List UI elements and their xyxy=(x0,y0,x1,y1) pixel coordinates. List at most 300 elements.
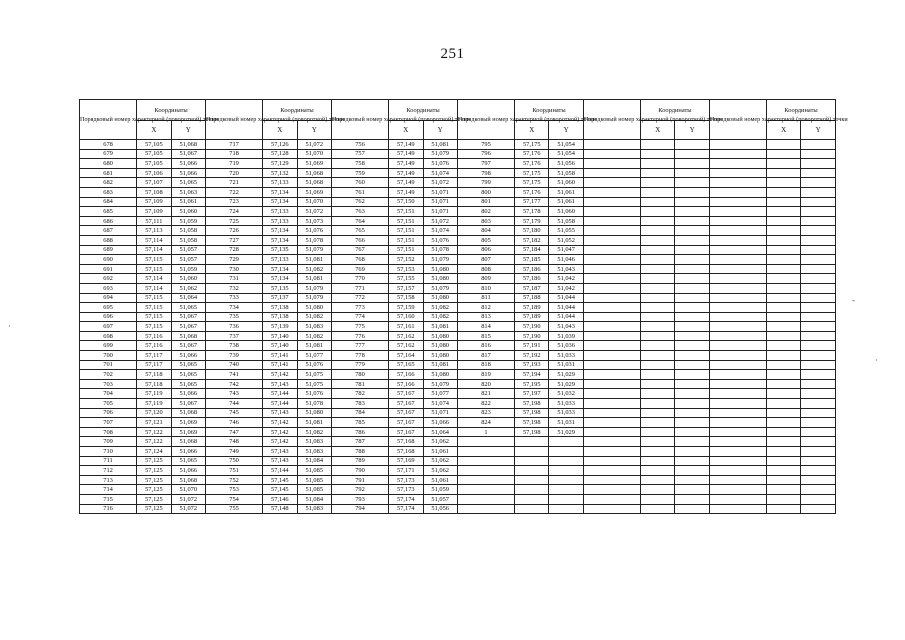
point-number-cell xyxy=(709,360,766,370)
y-coordinate-cell: 51,058 xyxy=(171,226,205,236)
y-coordinate-cell xyxy=(675,447,709,457)
y-coordinate-cell xyxy=(675,274,709,284)
x-coordinate-cell: 57,152 xyxy=(389,255,423,265)
y-coordinate-cell: 51,057 xyxy=(171,255,205,265)
x-coordinate-cell xyxy=(641,466,675,476)
point-number-cell xyxy=(583,178,640,188)
x-coordinate-cell: 57,168 xyxy=(389,447,423,457)
x-coordinate-cell xyxy=(767,293,801,303)
x-coordinate-cell: 57,188 xyxy=(515,293,549,303)
x-coordinate-cell: 57,114 xyxy=(137,235,171,245)
y-coordinate-cell xyxy=(801,475,836,485)
point-number-cell: 684 xyxy=(80,197,137,207)
x-coordinate-cell: 57,126 xyxy=(263,140,297,150)
x-coordinate-cell: 57,150 xyxy=(389,197,423,207)
point-number-cell xyxy=(457,485,514,495)
table-row xyxy=(80,466,836,476)
y-coordinate-cell: 51,044 xyxy=(549,312,583,322)
y-coordinate-cell xyxy=(801,494,836,504)
point-number-cell: 793 xyxy=(331,494,388,504)
point-number-cell: 687 xyxy=(80,226,137,236)
point-number-cell xyxy=(709,466,766,476)
point-number-cell: 725 xyxy=(205,216,262,226)
x-coordinate-cell xyxy=(767,149,801,159)
y-coordinate-cell: 51,066 xyxy=(171,168,205,178)
point-number-cell: 824 xyxy=(457,418,514,428)
x-coordinate-cell xyxy=(641,399,675,409)
point-number-cell xyxy=(709,312,766,322)
y-coordinate-cell xyxy=(675,245,709,255)
point-number-cell: 756 xyxy=(331,140,388,150)
x-coordinate-cell xyxy=(767,264,801,274)
y-coordinate-cell: 51,033 xyxy=(549,351,583,361)
table-row xyxy=(80,293,836,303)
y-coordinate-cell: 51,080 xyxy=(423,293,457,303)
x-coordinate-cell: 57,134 xyxy=(263,197,297,207)
header-x: X xyxy=(263,121,297,140)
y-coordinate-cell: 51,058 xyxy=(171,235,205,245)
x-coordinate-cell: 57,180 xyxy=(515,226,549,236)
point-number-cell xyxy=(457,466,514,476)
point-number-cell: 767 xyxy=(331,245,388,255)
x-coordinate-cell: 57,133 xyxy=(263,207,297,217)
y-coordinate-cell: 51,032 xyxy=(549,389,583,399)
scan-mark: · xyxy=(875,356,878,365)
x-coordinate-cell: 57,134 xyxy=(263,187,297,197)
y-coordinate-cell: 51,080 xyxy=(297,408,331,418)
point-number-cell: 806 xyxy=(457,245,514,255)
point-number-cell: 819 xyxy=(457,370,514,380)
point-number-cell xyxy=(457,456,514,466)
x-coordinate-cell: 57,192 xyxy=(515,351,549,361)
point-number-cell: 695 xyxy=(80,303,137,313)
point-number-cell: 775 xyxy=(331,322,388,332)
header-row-top xyxy=(80,100,836,121)
x-coordinate-cell xyxy=(767,168,801,178)
x-coordinate-cell: 57,118 xyxy=(137,379,171,389)
table-row xyxy=(80,389,836,399)
x-coordinate-cell: 57,117 xyxy=(137,351,171,361)
y-coordinate-cell: 51,081 xyxy=(297,274,331,284)
y-coordinate-cell: 51,067 xyxy=(171,149,205,159)
x-coordinate-cell xyxy=(767,437,801,447)
x-coordinate-cell xyxy=(767,351,801,361)
y-coordinate-cell: 51,059 xyxy=(171,264,205,274)
point-number-cell: 778 xyxy=(331,351,388,361)
y-coordinate-cell: 51,079 xyxy=(423,283,457,293)
point-number-cell: 683 xyxy=(80,187,137,197)
point-number-cell: 823 xyxy=(457,408,514,418)
y-coordinate-cell: 51,044 xyxy=(549,293,583,303)
point-number-cell: 699 xyxy=(80,341,137,351)
x-coordinate-cell: 57,133 xyxy=(263,255,297,265)
y-coordinate-cell: 51,077 xyxy=(423,389,457,399)
header-y: Y xyxy=(423,121,457,140)
point-number-cell xyxy=(709,264,766,274)
x-coordinate-cell xyxy=(515,475,549,485)
header-x: X xyxy=(767,121,801,140)
x-coordinate-cell xyxy=(515,466,549,476)
x-coordinate-cell: 57,178 xyxy=(515,207,549,217)
point-number-cell: 730 xyxy=(205,264,262,274)
y-coordinate-cell: 51,060 xyxy=(549,207,583,217)
y-coordinate-cell: 51,065 xyxy=(171,360,205,370)
table-row xyxy=(80,408,836,418)
header-point-number: Порядковый номер характерной (поворотной) точки xyxy=(205,100,262,140)
table-row xyxy=(80,494,836,504)
table-row xyxy=(80,475,836,485)
point-number-cell xyxy=(709,418,766,428)
table-row xyxy=(80,418,836,428)
x-coordinate-cell: 57,142 xyxy=(263,427,297,437)
point-number-cell xyxy=(709,293,766,303)
table-row xyxy=(80,274,836,284)
point-number-cell: 731 xyxy=(205,274,262,284)
y-coordinate-cell: 51,070 xyxy=(297,149,331,159)
y-coordinate-cell: 51,061 xyxy=(423,475,457,485)
x-coordinate-cell: 57,137 xyxy=(263,293,297,303)
y-coordinate-cell: 51,076 xyxy=(297,389,331,399)
point-number-cell xyxy=(709,427,766,437)
point-number-cell: 741 xyxy=(205,370,262,380)
x-coordinate-cell xyxy=(767,427,801,437)
y-coordinate-cell: 51,054 xyxy=(549,140,583,150)
y-coordinate-cell: 51,080 xyxy=(297,303,331,313)
x-coordinate-cell xyxy=(641,293,675,303)
x-coordinate-cell xyxy=(641,207,675,217)
point-number-cell xyxy=(709,140,766,150)
table-row xyxy=(80,427,836,437)
y-coordinate-cell xyxy=(801,149,836,159)
point-number-cell: 795 xyxy=(457,140,514,150)
y-coordinate-cell: 51,071 xyxy=(423,207,457,217)
y-coordinate-cell: 51,079 xyxy=(297,293,331,303)
table-row xyxy=(80,351,836,361)
page-number: 251 xyxy=(440,46,465,62)
point-number-cell: 822 xyxy=(457,399,514,409)
y-coordinate-cell: 51,076 xyxy=(297,226,331,236)
table-row xyxy=(80,485,836,495)
point-number-cell: 727 xyxy=(205,235,262,245)
point-number-cell xyxy=(709,235,766,245)
y-coordinate-cell: 51,067 xyxy=(171,312,205,322)
table-row xyxy=(80,399,836,409)
point-number-cell: 755 xyxy=(205,504,262,514)
y-coordinate-cell: 51,085 xyxy=(297,485,331,495)
x-coordinate-cell: 57,134 xyxy=(263,226,297,236)
point-number-cell: 744 xyxy=(205,399,262,409)
x-coordinate-cell xyxy=(767,389,801,399)
point-number-cell: 779 xyxy=(331,360,388,370)
point-number-cell: 757 xyxy=(331,149,388,159)
y-coordinate-cell: 51,079 xyxy=(423,379,457,389)
x-coordinate-cell: 57,157 xyxy=(389,283,423,293)
point-number-cell: 694 xyxy=(80,293,137,303)
y-coordinate-cell: 51,031 xyxy=(549,360,583,370)
point-number-cell: 773 xyxy=(331,303,388,313)
point-number-cell xyxy=(709,475,766,485)
y-coordinate-cell xyxy=(675,140,709,150)
table-row xyxy=(80,341,836,351)
x-coordinate-cell xyxy=(767,485,801,495)
x-coordinate-cell xyxy=(767,197,801,207)
y-coordinate-cell: 51,077 xyxy=(297,351,331,361)
point-number-cell xyxy=(583,360,640,370)
point-number-cell xyxy=(583,159,640,169)
y-coordinate-cell xyxy=(675,389,709,399)
point-number-cell xyxy=(583,264,640,274)
y-coordinate-cell xyxy=(675,485,709,495)
y-coordinate-cell: 51,065 xyxy=(171,178,205,188)
point-number-cell: 678 xyxy=(80,140,137,150)
y-coordinate-cell: 51,065 xyxy=(171,379,205,389)
point-number-cell xyxy=(709,303,766,313)
x-coordinate-cell xyxy=(767,245,801,255)
y-coordinate-cell: 51,080 xyxy=(423,274,457,284)
point-number-cell xyxy=(457,494,514,504)
x-coordinate-cell: 57,169 xyxy=(389,456,423,466)
x-coordinate-cell xyxy=(641,216,675,226)
y-coordinate-cell: 51,042 xyxy=(549,274,583,284)
x-coordinate-cell: 57,118 xyxy=(137,370,171,380)
point-number-cell xyxy=(709,226,766,236)
table-row xyxy=(80,504,836,514)
point-number-cell xyxy=(583,456,640,466)
y-coordinate-cell: 51,061 xyxy=(549,197,583,207)
point-number-cell: 714 xyxy=(80,485,137,495)
y-coordinate-cell: 51,067 xyxy=(171,341,205,351)
point-number-cell: 735 xyxy=(205,312,262,322)
x-coordinate-cell: 57,105 xyxy=(137,159,171,169)
y-coordinate-cell xyxy=(549,475,583,485)
y-coordinate-cell xyxy=(549,447,583,457)
y-coordinate-cell: 51,061 xyxy=(171,197,205,207)
point-number-cell: 798 xyxy=(457,168,514,178)
y-coordinate-cell xyxy=(801,360,836,370)
y-coordinate-cell xyxy=(675,187,709,197)
y-coordinate-cell xyxy=(801,418,836,428)
y-coordinate-cell: 51,039 xyxy=(549,331,583,341)
y-coordinate-cell: 51,052 xyxy=(549,235,583,245)
y-coordinate-cell: 51,070 xyxy=(171,485,205,495)
y-coordinate-cell xyxy=(675,216,709,226)
y-coordinate-cell xyxy=(801,466,836,476)
x-coordinate-cell xyxy=(641,351,675,361)
x-coordinate-cell: 57,187 xyxy=(515,283,549,293)
x-coordinate-cell xyxy=(767,418,801,428)
point-number-cell: 718 xyxy=(205,149,262,159)
y-coordinate-cell xyxy=(801,245,836,255)
y-coordinate-cell: 51,029 xyxy=(549,370,583,380)
table-row xyxy=(80,312,836,322)
x-coordinate-cell: 57,198 xyxy=(515,408,549,418)
header-coordinates: Координаты xyxy=(641,100,710,121)
y-coordinate-cell xyxy=(675,427,709,437)
x-coordinate-cell: 57,141 xyxy=(263,360,297,370)
y-coordinate-cell xyxy=(801,207,836,217)
y-coordinate-cell xyxy=(801,389,836,399)
y-coordinate-cell: 51,065 xyxy=(171,456,205,466)
x-coordinate-cell xyxy=(641,312,675,322)
x-coordinate-cell xyxy=(767,226,801,236)
point-number-cell: 800 xyxy=(457,187,514,197)
y-coordinate-cell xyxy=(675,456,709,466)
y-coordinate-cell xyxy=(549,494,583,504)
y-coordinate-cell xyxy=(801,197,836,207)
x-coordinate-cell: 57,109 xyxy=(137,207,171,217)
point-number-cell xyxy=(709,149,766,159)
x-coordinate-cell: 57,120 xyxy=(137,408,171,418)
x-coordinate-cell: 57,143 xyxy=(263,379,297,389)
x-coordinate-cell xyxy=(641,235,675,245)
scan-mark: - xyxy=(852,296,855,305)
point-number-cell: 715 xyxy=(80,494,137,504)
x-coordinate-cell: 57,143 xyxy=(263,408,297,418)
y-coordinate-cell xyxy=(801,312,836,322)
y-coordinate-cell: 51,082 xyxy=(423,303,457,313)
x-coordinate-cell: 57,161 xyxy=(389,322,423,332)
point-number-cell xyxy=(583,283,640,293)
table-row xyxy=(80,178,836,188)
y-coordinate-cell xyxy=(675,207,709,217)
point-number-cell: 722 xyxy=(205,187,262,197)
x-coordinate-cell: 57,198 xyxy=(515,418,549,428)
point-number-cell: 724 xyxy=(205,207,262,217)
y-coordinate-cell xyxy=(801,159,836,169)
y-coordinate-cell xyxy=(801,485,836,495)
table-row xyxy=(80,226,836,236)
y-coordinate-cell xyxy=(675,168,709,178)
y-coordinate-cell xyxy=(675,283,709,293)
point-number-cell: 723 xyxy=(205,197,262,207)
y-coordinate-cell: 51,067 xyxy=(171,322,205,332)
x-coordinate-cell: 57,159 xyxy=(389,303,423,313)
point-number-cell: 716 xyxy=(80,504,137,514)
y-coordinate-cell: 51,085 xyxy=(297,466,331,476)
point-number-cell: 817 xyxy=(457,351,514,361)
table-row xyxy=(80,331,836,341)
x-coordinate-cell: 57,186 xyxy=(515,274,549,284)
y-coordinate-cell: 51,067 xyxy=(171,399,205,409)
point-number-cell xyxy=(583,466,640,476)
y-coordinate-cell: 51,066 xyxy=(171,447,205,457)
y-coordinate-cell: 51,074 xyxy=(423,399,457,409)
y-coordinate-cell: 51,072 xyxy=(423,216,457,226)
point-number-cell: 748 xyxy=(205,437,262,447)
y-coordinate-cell xyxy=(675,370,709,380)
x-coordinate-cell xyxy=(767,216,801,226)
scan-mark: · xyxy=(8,322,11,331)
point-number-cell: 766 xyxy=(331,235,388,245)
x-coordinate-cell xyxy=(641,274,675,284)
point-number-cell xyxy=(583,389,640,399)
point-number-cell: 754 xyxy=(205,494,262,504)
point-number-cell: 772 xyxy=(331,293,388,303)
x-coordinate-cell: 57,190 xyxy=(515,331,549,341)
y-coordinate-cell xyxy=(675,379,709,389)
y-coordinate-cell xyxy=(675,255,709,265)
y-coordinate-cell xyxy=(675,226,709,236)
point-number-cell xyxy=(709,351,766,361)
point-number-cell: 711 xyxy=(80,456,137,466)
x-coordinate-cell xyxy=(641,197,675,207)
x-coordinate-cell: 57,125 xyxy=(137,466,171,476)
point-number-cell: 781 xyxy=(331,379,388,389)
x-coordinate-cell: 57,175 xyxy=(515,140,549,150)
y-coordinate-cell: 51,064 xyxy=(171,293,205,303)
point-number-cell: 768 xyxy=(331,255,388,265)
y-coordinate-cell xyxy=(675,341,709,351)
x-coordinate-cell xyxy=(767,235,801,245)
x-coordinate-cell xyxy=(767,360,801,370)
x-coordinate-cell: 57,109 xyxy=(137,197,171,207)
y-coordinate-cell: 51,066 xyxy=(171,389,205,399)
header-x: X xyxy=(641,121,675,140)
point-number-cell: 681 xyxy=(80,168,137,178)
point-number-cell: 719 xyxy=(205,159,262,169)
x-coordinate-cell: 57,149 xyxy=(389,168,423,178)
point-number-cell: 745 xyxy=(205,408,262,418)
y-coordinate-cell: 51,031 xyxy=(549,418,583,428)
x-coordinate-cell: 57,124 xyxy=(137,447,171,457)
y-coordinate-cell xyxy=(675,303,709,313)
y-coordinate-cell: 51,065 xyxy=(171,303,205,313)
point-number-cell: 753 xyxy=(205,485,262,495)
y-coordinate-cell: 51,044 xyxy=(549,303,583,313)
table-header xyxy=(80,100,848,140)
x-coordinate-cell xyxy=(641,370,675,380)
x-coordinate-cell xyxy=(641,159,675,169)
y-coordinate-cell: 51,058 xyxy=(549,168,583,178)
y-coordinate-cell: 51,033 xyxy=(549,399,583,409)
y-coordinate-cell: 51,065 xyxy=(171,370,205,380)
x-coordinate-cell: 57,142 xyxy=(263,370,297,380)
x-coordinate-cell: 57,115 xyxy=(137,255,171,265)
header-y: Y xyxy=(171,121,205,140)
y-coordinate-cell: 51,082 xyxy=(297,427,331,437)
x-coordinate-cell: 57,148 xyxy=(263,504,297,514)
y-coordinate-cell: 51,055 xyxy=(549,226,583,236)
point-number-cell xyxy=(709,341,766,351)
point-number-cell: 708 xyxy=(80,427,137,437)
y-coordinate-cell xyxy=(675,322,709,332)
y-coordinate-cell: 51,079 xyxy=(297,245,331,255)
x-coordinate-cell: 57,128 xyxy=(263,149,297,159)
table-row xyxy=(80,245,836,255)
point-number-cell: 814 xyxy=(457,322,514,332)
point-number-cell: 758 xyxy=(331,159,388,169)
y-coordinate-cell xyxy=(675,312,709,322)
x-coordinate-cell: 57,174 xyxy=(389,504,423,514)
y-coordinate-cell: 51,061 xyxy=(549,187,583,197)
x-coordinate-cell xyxy=(641,283,675,293)
y-coordinate-cell xyxy=(675,418,709,428)
point-number-cell: 1 xyxy=(457,427,514,437)
table-row xyxy=(80,437,836,447)
header-point-number: Порядковый номер характерной (поворотной) точки xyxy=(583,100,640,140)
x-coordinate-cell xyxy=(641,437,675,447)
x-coordinate-cell: 57,160 xyxy=(389,312,423,322)
y-coordinate-cell: 51,057 xyxy=(423,494,457,504)
x-coordinate-cell: 57,189 xyxy=(515,312,549,322)
y-coordinate-cell: 51,060 xyxy=(171,207,205,217)
point-number-cell: 815 xyxy=(457,331,514,341)
x-coordinate-cell: 57,198 xyxy=(515,427,549,437)
x-coordinate-cell: 57,149 xyxy=(389,149,423,159)
point-number-cell xyxy=(583,168,640,178)
x-coordinate-cell: 57,145 xyxy=(263,475,297,485)
x-coordinate-cell xyxy=(515,494,549,504)
